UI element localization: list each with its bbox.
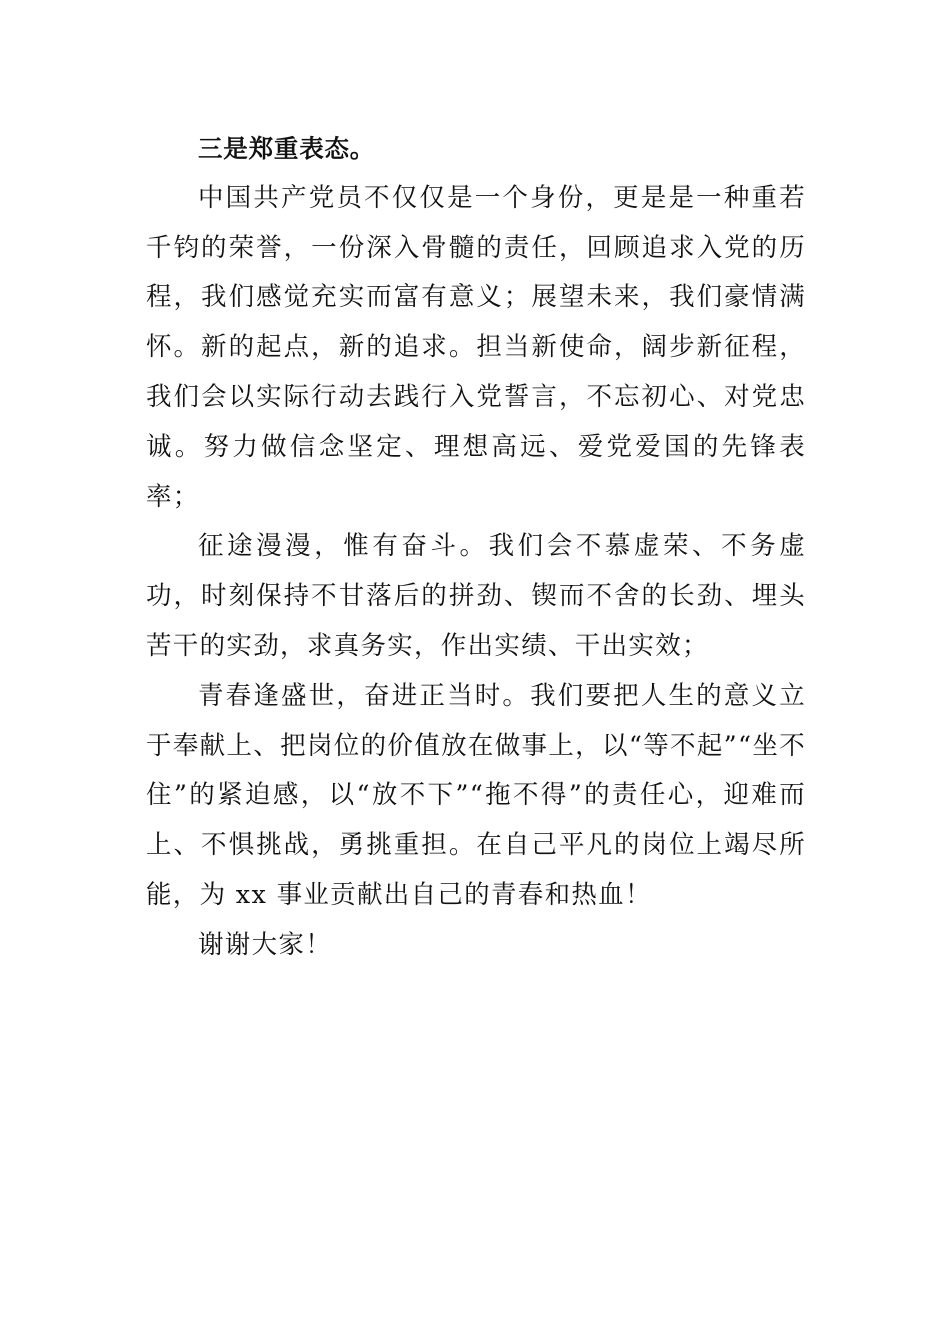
document-body [146,124,806,971]
paragraph-youth: 青春逢盛世，奋进正当时。我们要把人生的意义立于奉献上、把岗位的价值放在做事上，以“等不起”“坐不住”的紧迫感，以“放不下”“拖不得”的责任心，迎难而上、不惧挑战，勇挑重担。在自己平凡的岗位上竭尽所能，为 xx 事业贡献出自己的青春和热血！ [146,680,806,910]
paragraph-thanks: 谢谢大家！ [198,929,333,960]
paragraph-struggle: 征途漫漫，惟有奋斗。我们会不慕虚荣、不务虚功，时刻保持不甘落后的拼劲、锲而不舍的长劲、埋头苦干的实劲，求真务实，作出实绩、干出实效； [146,531,806,661]
section-heading: 三是郑重表态。 [198,134,376,163]
paragraph-pledge: 中国共产党员不仅仅是一个身份，更是是一种重若千钧的荣誉，一份深入骨髓的责任，回顾追求入党的历程，我们感觉充实而富有意义；展望未来，我们豪情满怀。新的起点，新的追求。担当新使命，阔步新征程，我们会以实际行动去践行入党誓言，不忘初心、对党忠诚。努力做信念坚定、理想高远、爱党爱国的先锋表率； [146,182,806,512]
